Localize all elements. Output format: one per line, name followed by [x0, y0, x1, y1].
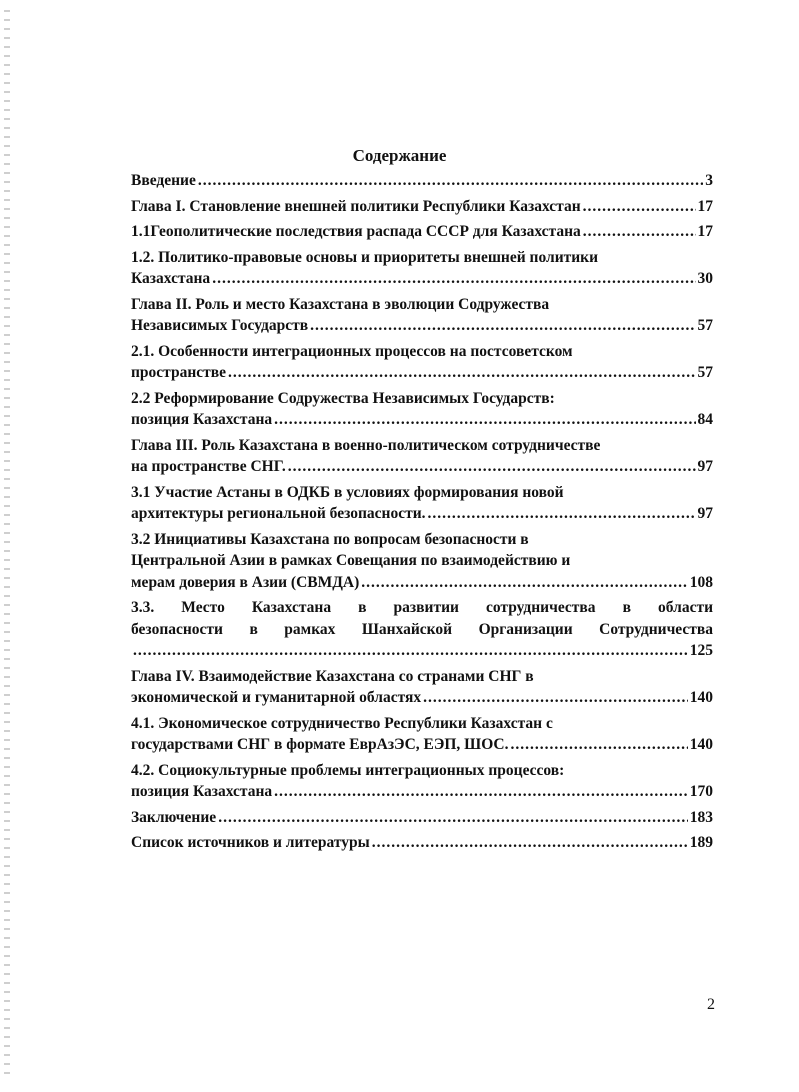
- toc-entry-line: [131, 713, 713, 735]
- toc-entry-line: [131, 247, 713, 269]
- toc-entry[interactable]: [131, 807, 713, 829]
- toc-page-number: 57: [697, 364, 713, 381]
- toc-entry-line: [131, 734, 713, 756]
- toc-leader-dots: [218, 807, 688, 829]
- toc-entry-text: 3.3. Место Казахстана в развитии сотрудничества в области: [131, 599, 713, 616]
- toc-entry-line: [131, 781, 713, 803]
- toc-entry-text: 4.1. Экономическое сотрудничество Республики Казахстан с: [131, 714, 553, 732]
- toc-entry-text: 3.2 Инициативы Казахстана по вопросам безопасности в: [131, 530, 529, 548]
- toc-entry[interactable]: [131, 832, 713, 854]
- toc-entry[interactable]: [131, 666, 713, 709]
- toc-page-number: 17: [697, 197, 713, 215]
- toc-page-number: 3: [705, 172, 713, 189]
- toc-entry[interactable]: [131, 760, 713, 803]
- toc-entry-text: на пространстве СНГ.: [131, 458, 286, 475]
- toc-leader-dots: [361, 572, 687, 594]
- toc-entry-line: [131, 687, 713, 709]
- toc-entry-text: 2.2 Реформирование Содружества Независимых Государств:: [131, 389, 555, 407]
- toc-entry-line: [131, 435, 713, 457]
- toc-entry-text: позиция Казахстана: [131, 783, 273, 800]
- toc-entry[interactable]: [131, 713, 713, 756]
- toc-entry-line: [131, 666, 713, 688]
- toc-page-number: 30: [697, 270, 713, 287]
- toc-entry-line: [131, 341, 713, 363]
- toc-entry-line: [131, 550, 713, 572]
- toc-page-number: 97: [697, 505, 713, 522]
- toc-entry[interactable]: [131, 529, 713, 594]
- toc-entry-text: 2.1. Особенности интеграционных процессов на постсоветском: [131, 342, 573, 360]
- toc-entry-text: Глава IV. Взаимодействие Казахстана со странами СНГ в: [131, 667, 534, 685]
- toc-entry-text: мерам доверия в Азии (СВМДА): [131, 573, 360, 591]
- toc-page-number: 183: [689, 808, 713, 826]
- toc-entry-text: позиция Казахстана: [131, 411, 273, 428]
- toc-leader-dots: [428, 503, 696, 525]
- toc-entry-text: безопасности в рамках Шанхайской Организации Сотрудничества: [131, 620, 713, 638]
- toc-leader-dots: [583, 196, 696, 218]
- page-number: 2: [707, 996, 715, 1013]
- toc-entry-line: [131, 503, 713, 525]
- toc-entry-text: Глава III. Роль Казахстана в военно-политическом сотрудничестве: [131, 436, 601, 454]
- toc-leader-dots: [133, 640, 688, 662]
- toc-page-number: 97: [697, 458, 713, 475]
- toc-title: Содержание: [352, 146, 447, 165]
- toc-entry-line: [131, 760, 713, 782]
- toc-entry-text: Введение: [131, 172, 196, 189]
- toc-entry-line: [131, 268, 713, 290]
- toc-leader-dots: [310, 315, 695, 337]
- toc-leader-dots: [511, 734, 688, 756]
- toc-page-number: 140: [689, 736, 713, 753]
- toc-entry[interactable]: [131, 170, 713, 192]
- toc-entry[interactable]: [131, 221, 713, 243]
- toc-leader-dots: [274, 409, 695, 431]
- toc-entry-text: Казахстана: [131, 270, 211, 287]
- toc-entry-line: [131, 388, 713, 410]
- toc-entry-text: Заключение: [131, 808, 217, 826]
- toc-entry[interactable]: [131, 482, 713, 525]
- toc-leader-dots: [583, 221, 696, 243]
- toc-page-number: 17: [697, 223, 713, 240]
- toc-entry-line: [131, 456, 713, 478]
- toc-entry[interactable]: [131, 597, 713, 662]
- toc-page-number: 84: [697, 411, 713, 428]
- toc-entry-line: [131, 807, 713, 829]
- toc-entry-line: [131, 529, 713, 551]
- toc-entry[interactable]: [131, 388, 713, 431]
- toc-entry-text: Глава I. Становление внешней политики Республики Казахстан: [131, 197, 581, 215]
- toc-entry-line: [131, 572, 713, 594]
- toc-entry-line: [131, 315, 713, 337]
- toc-entry-line: [131, 294, 713, 316]
- toc-entry-text: архитектуры региональной безопасности.: [131, 505, 426, 522]
- scan-edge-artifact: [4, 10, 10, 1080]
- toc-entry-text: 1.1Геополитические последствия распада СССР для Казахстана: [131, 223, 581, 240]
- toc-entry-text: Центральной Азии в рамках Совещания по взаимодействию и: [131, 552, 571, 569]
- toc-entry-line: [131, 221, 713, 243]
- toc-page-number: 108: [689, 573, 713, 591]
- toc-entry[interactable]: [131, 247, 713, 290]
- toc-entry-text: экономической и гуманитарной областях: [131, 689, 422, 706]
- toc-entry-line: [131, 619, 713, 641]
- toc-entry-line: [131, 832, 713, 854]
- toc-entry-text: 4.2. Социокультурные проблемы интеграционных процессов:: [131, 761, 565, 779]
- toc-entry-text: 3.1 Участие Астаны в ОДКБ в условиях формирования новой: [131, 483, 564, 501]
- toc-page-number: 189: [689, 834, 713, 851]
- toc-entry-line: [131, 362, 713, 384]
- toc-leader-dots: [198, 170, 703, 192]
- toc-leader-dots: [274, 781, 688, 803]
- toc-entry-text: 1.2. Политико-правовые основы и приоритеты внешней политики: [131, 248, 599, 266]
- toc-entry-line: [131, 482, 713, 504]
- toc-leader-dots: [288, 456, 696, 478]
- toc-page-number: 125: [689, 642, 713, 659]
- toc-entry-line: [131, 597, 713, 619]
- toc-entry[interactable]: [131, 196, 713, 218]
- toc-page-number: 57: [697, 317, 713, 334]
- toc-leader-dots: [423, 687, 688, 709]
- toc-entry-text: пространстве: [131, 364, 227, 381]
- toc-page-number: 170: [689, 783, 713, 800]
- toc-entry[interactable]: [131, 341, 713, 384]
- toc-entry[interactable]: [131, 294, 713, 337]
- toc-entry-text: Независимых Государств: [131, 317, 309, 334]
- toc-leader-dots: [228, 362, 695, 384]
- toc-entry[interactable]: [131, 435, 713, 478]
- toc-entry-line: [131, 170, 713, 192]
- toc-entry-text: Список источников и литературы: [131, 834, 370, 851]
- toc-page-number: 140: [689, 689, 713, 706]
- toc-entry-text: государствами СНГ в формате ЕврАзЭС, ЕЭП, ШОС.: [131, 736, 509, 753]
- toc-entry-line: [131, 409, 713, 431]
- toc-leader-dots: [212, 268, 695, 290]
- table-of-contents: [131, 170, 713, 858]
- toc-entry-line: [131, 640, 713, 662]
- toc-leader-dots: [372, 832, 688, 854]
- toc-entry-text: Глава II. Роль и место Казахстана в эволюции Содружества: [131, 295, 550, 313]
- toc-entry-line: [131, 196, 713, 218]
